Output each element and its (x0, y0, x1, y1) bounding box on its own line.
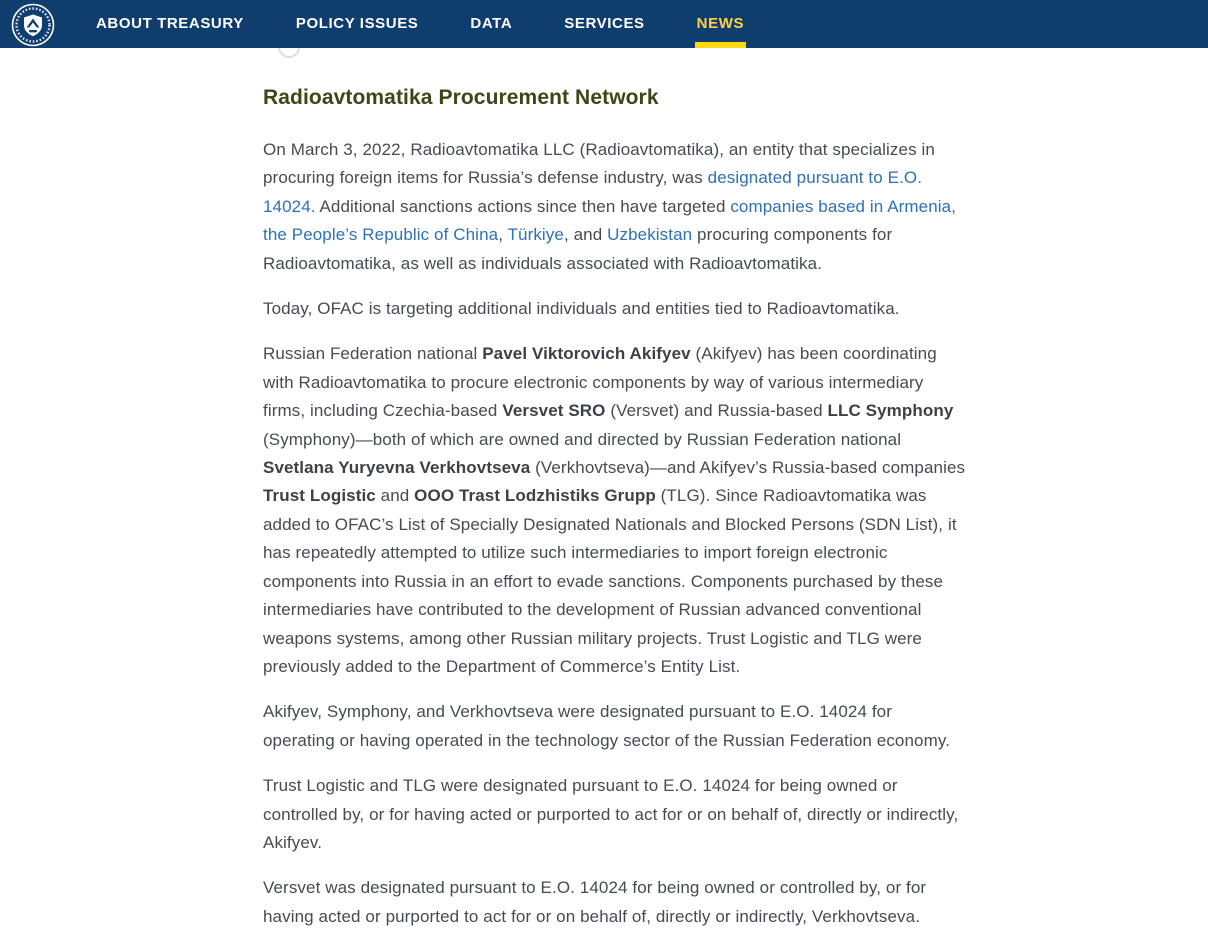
article-body (263, 136, 968, 931)
nav-item-label[interactable]: DATA (470, 15, 513, 32)
nav-item-about-treasury[interactable] (96, 0, 244, 48)
body-text: (TLG). Since Radioavtomatika was added to OFAC’s List of Specially Designated Nationals and Blocked Persons (SDN List), it has repeatedly attempted to utilize such intermediaries to import foreign electronic components into Russia in an effort to evade sanctions. Components purchased by these intermediaries have contributed to the development of Russian advanced conventional weapons systems, among other Russian military projects. Trust Logistic and TLG were previously added to the Department of Commerce’s Entity List. (263, 486, 957, 676)
page-title: Radioavtomatika Procurement Network (263, 86, 659, 109)
press-release-article (263, 48, 968, 948)
nav-item-policy-issues[interactable] (296, 0, 419, 48)
bold-text: LLC Symphony (827, 401, 954, 421)
body-text: , and (563, 225, 608, 245)
inline-link[interactable]: Türkiye (507, 225, 564, 245)
nav-item-label[interactable]: POLICY ISSUES (295, 15, 419, 32)
paragraph (263, 295, 968, 323)
nav-item-label[interactable]: SERVICES (564, 15, 645, 32)
nav-item-label[interactable]: ABOUT TREASURY (96, 15, 244, 32)
inline-link[interactable]: companies based in Armenia, the People’s Republic of China (263, 196, 957, 245)
paragraph (263, 340, 968, 681)
nav-item-data[interactable] (470, 0, 512, 48)
treasury-seal-icon (11, 3, 55, 47)
body-text: Today, OFAC is targeting additional individuals and entities tied to Radioavtomatika. (263, 299, 900, 319)
bold-text: OOO Trast Lodzhistiks Grupp (414, 486, 656, 506)
paragraph (263, 772, 968, 857)
body-text: Russian Federation national (263, 344, 483, 364)
paragraph (263, 698, 968, 755)
top-navigation-bar (0, 0, 1208, 48)
body-text: On March 3, 2022, Radioavtomatika LLC (Radioavtomatika), an entity that specializes in procuring foreign items for Russia’s defense industry, was (263, 140, 935, 188)
paragraph (263, 874, 968, 931)
body-text: procuring components for Radioavtomatika, as well as individuals associated with Radioavtomatika. (263, 225, 893, 273)
body-text: Trust Logistic and TLG were designated pursuant to E.O. 14024 for being owned or controlled by, or for having acted or purported to act for or on behalf of, directly or indirectly, Akifyev. (263, 776, 959, 852)
inline-link[interactable]: Uzbekistan (607, 225, 693, 245)
body-text: (Versvet) and Russia-based (605, 401, 828, 421)
body-text: (Akifyev) has been coordinating with Radioavtomatika to procure electronic components by way of various intermediary firms, including Czechia-based (263, 344, 937, 421)
body-text: and (375, 486, 415, 506)
bold-text: Pavel Viktorovich Akifyev (482, 344, 691, 364)
nav-item-services[interactable] (564, 0, 644, 48)
nav-item-news[interactable] (697, 0, 744, 48)
body-text: Versvet was designated pursuant to E.O. 14024 for being owned or controlled by, or for having acted or purported to act for or on behalf of, directly or indirectly, Verkhovtseva. (263, 878, 927, 926)
body-text: (Verkhovtseva)—and Akifyev’s Russia-based companies (530, 458, 966, 478)
treasury-seal-logo[interactable] (11, 3, 55, 47)
body-text: , (498, 225, 508, 245)
primary-nav (96, 0, 744, 48)
nav-item-label[interactable]: NEWS (696, 15, 745, 32)
bold-text: Trust Logistic (263, 486, 376, 506)
paragraph (263, 136, 968, 278)
inline-link[interactable]: designated pursuant to E.O. 14024. (263, 168, 923, 216)
bold-text: Versvet SRO (502, 401, 606, 421)
bold-text: Svetlana Yuryevna Verkhovtseva (263, 458, 531, 478)
body-text: Akifyev, Symphony, and Verkhovtseva were designated pursuant to E.O. 14024 for operating or having operated in the technology sector of the Russian Federation economy. (263, 702, 951, 750)
body-text: (Symphony)—both of which are owned and directed by Russian Federation national (263, 429, 902, 449)
body-text: Additional sanctions actions since then have targeted (315, 196, 731, 216)
